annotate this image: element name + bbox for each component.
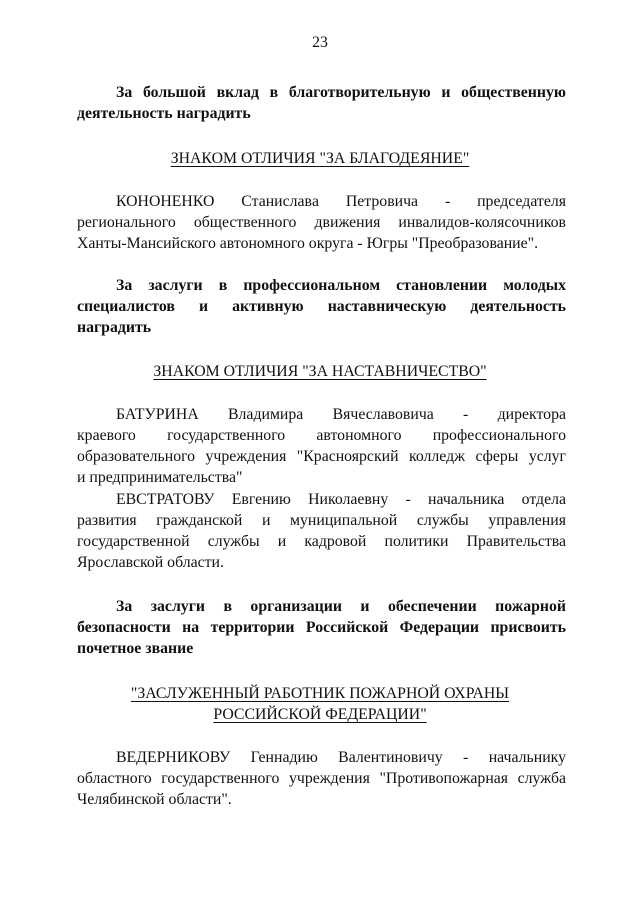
person-line: Ханты-Мансийского автономного округа - Югры "Преобразование".: [77, 235, 539, 252]
person-line: регионального общественного движения инвалидов-колясочников: [77, 214, 566, 231]
person-line: образовательного учреждения "Красноярский колледж сферы услуг: [77, 448, 566, 465]
person-line: государственной службы и кадровой политики Правительства: [77, 533, 566, 550]
intro-line: почетное звание: [77, 640, 194, 657]
award-title: "ЗАСЛУЖЕННЫЙ РАБОТНИК ПОЖАРНОЙ ОХРАНЫ: [130, 685, 510, 702]
award-title: ЗНАКОМ ОТЛИЧИЯ "ЗА БЛАГОДЕЯНИЕ": [170, 150, 470, 167]
person-line: областного государственного учреждения "Противопожарная служба: [77, 770, 566, 787]
intro-line: специалистов и активную наставническую деятельность: [77, 298, 566, 315]
person-line: ВЕДЕРНИКОВУ Геннадию Валентиновичу - начальнику: [116, 749, 566, 766]
page-number: 23: [312, 34, 328, 51]
award-title: РОССИЙСКОЙ ФЕДЕРАЦИИ": [213, 706, 427, 723]
intro-line: За большой вклад в благотворительную и общественную: [116, 84, 566, 101]
intro-line: деятельность наградить: [77, 105, 251, 122]
intro-line: За заслуги в профессиональном становлении молодых: [116, 277, 566, 294]
person-line: краевого государственного автономного профессионального: [77, 427, 566, 444]
person-line: КОНОНЕНКО Станиславa Петровича - председателя: [116, 193, 566, 210]
intro-line: наградить: [77, 319, 152, 336]
person-line: развития гражданской и муниципальной службы управления: [77, 512, 566, 529]
person-line: и предпринимательства": [77, 469, 243, 486]
intro-line: За заслуги в организации и обеспечении пожарной: [116, 598, 566, 615]
person-line: Челябинской области".: [77, 791, 232, 808]
person-line: ЕВСТРАТОВУ Евгению Николаевну - начальника отдела: [116, 491, 566, 508]
award-title: ЗНАКОМ ОТЛИЧИЯ "ЗА НАСТАВНИЧЕСТВО": [153, 363, 487, 380]
person-line: БАТУРИНА Владимира Вячеславовича - директора: [116, 406, 566, 423]
intro-line: безопасности на территории Российской Федерации присвоить: [77, 619, 566, 636]
person-line: Ярославской области.: [77, 554, 224, 571]
